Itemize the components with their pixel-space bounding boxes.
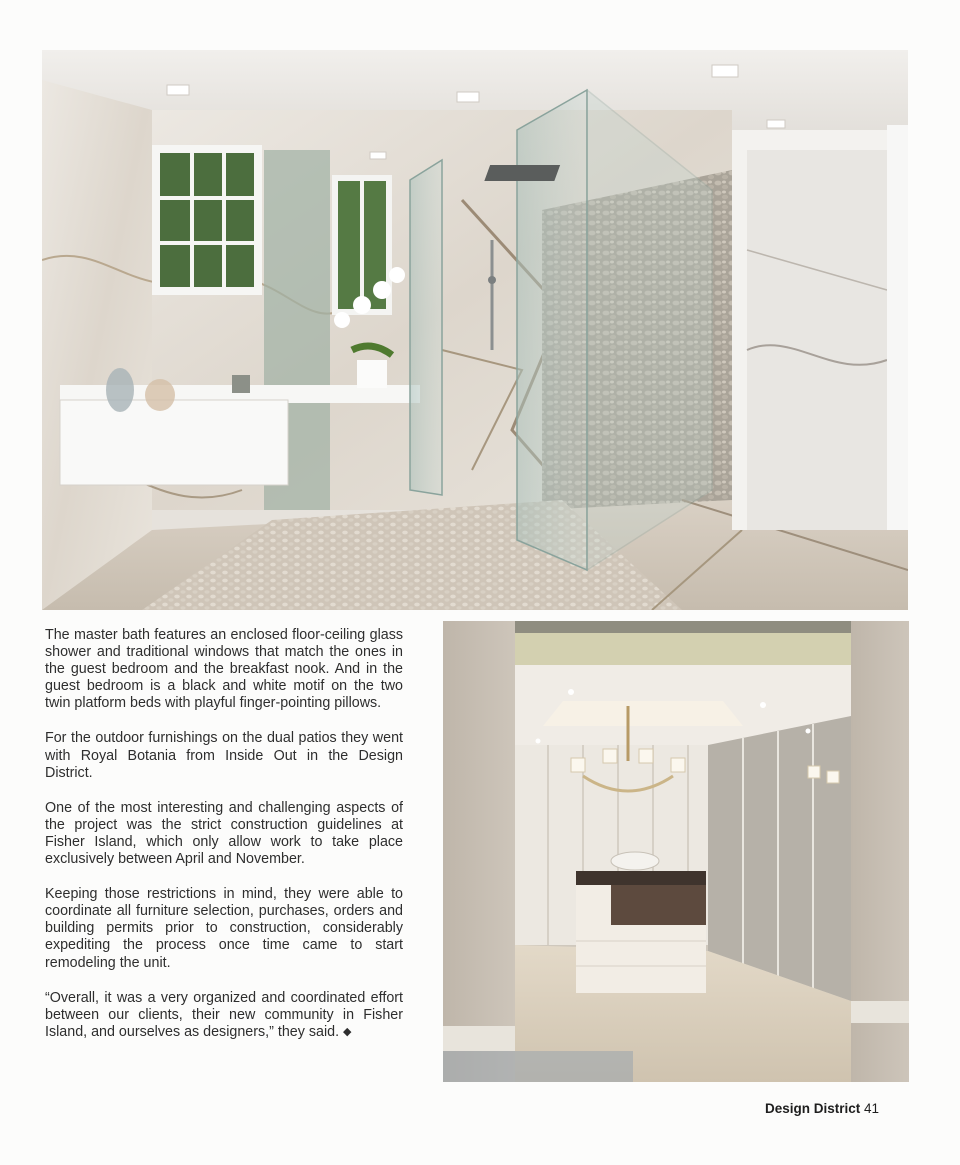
article-paragraph: One of the most interesting and challenging aspects of the project was the strict construction guidelines at Fisher Island, which only allow work to take place exclusively between April and November. <box>45 799 403 868</box>
article-paragraph-text: “Overall, it was a very organized and coordinated effort between our clients, their new community in Fisher Island, and ourselves as designers,” they said. <box>45 989 403 1040</box>
article-paragraph: The master bath features an enclosed floor-ceiling glass shower and traditional windows that match the ones in the guest bedroom and the breakfast nook. And in the guest bedroom is a black and white motif on the two twin platform beds with playful finger-pointing pillows. <box>45 627 403 712</box>
publication-name: Design District <box>765 1101 861 1116</box>
master-bath-photo <box>42 50 908 610</box>
end-mark-icon: ◆ <box>343 1025 352 1038</box>
article-paragraph-last <box>45 990 403 1041</box>
walk-in-closet-photo <box>443 621 909 1082</box>
article-body <box>45 627 403 1059</box>
page-number: 41 <box>864 1101 880 1116</box>
page-folio <box>765 1101 879 1116</box>
article-paragraph: For the outdoor furnishings on the dual patios they went with Royal Botania from Inside Out in the Design District. <box>45 730 403 781</box>
article-paragraph: Keeping those restrictions in mind, they were able to coordinate all furniture selection, purchases, orders and building permits prior to construction, considerably expediting the process once time came to start remodeling the unit. <box>45 886 403 971</box>
